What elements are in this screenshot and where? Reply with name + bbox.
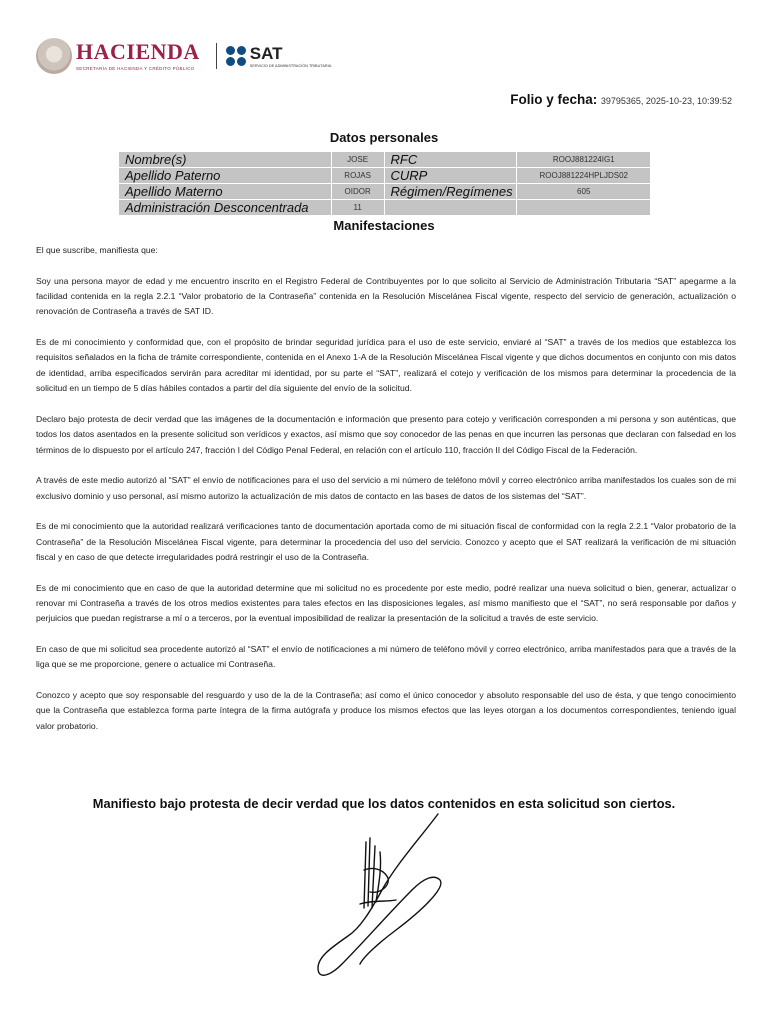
nombre-label: Nombre(s) — [119, 152, 332, 168]
folio-line — [510, 92, 732, 107]
table-row — [119, 168, 651, 184]
folio-value: 39795365, 2025-10-23, 10:39:52 — [600, 96, 732, 106]
manifestaciones-body — [36, 243, 736, 749]
apellido-paterno-value: ROJAS — [331, 168, 384, 184]
personal-data-table — [118, 151, 651, 216]
hacienda-logo-text: HACIENDA — [76, 39, 200, 64]
paragraph: Soy una persona mayor de edad y me encuentro inscrito en el Registro Federal de Contribuyentes por lo que solicito al Servicio de Administración Tributaria “SAT” apegarme a la facilidad contenida en la regla 2.2.1 “Valor probatorio de la Contraseña” contenida en la Resolución Miscelánea Fiscal vigente, respecto del servicio de generación, actualización o renovación de Contraseña a través de SAT ID. — [36, 275, 736, 317]
declaration: Manifiesto bajo protesta de decir verdad que los datos contenidos en esta solicitud son ciertos. — [92, 796, 676, 811]
regimen-label: Régimen/Regímenes — [384, 184, 517, 200]
curp-label: CURP — [384, 168, 517, 184]
hacienda-logo-subtitle: SECRETARÍA DE HACIENDA Y CRÉDITO PÚBLICO — [76, 66, 195, 71]
header — [36, 36, 331, 76]
sat-logo — [250, 45, 331, 68]
apellido-materno-label: Apellido Materno — [119, 184, 332, 200]
table-row — [119, 184, 651, 200]
coat-of-arms-icon — [36, 38, 72, 74]
apellido-paterno-label: Apellido Paterno — [119, 168, 332, 184]
paragraph: En caso de que mi solicitud sea procedente autorizó al “SAT” el envío de notificaciones a mi número de teléfono móvil y correo electrónico, arriba manifestados para que a través de la liga que se me proporcione, genere o actualice mi Contraseña. — [36, 644, 736, 670]
manifestaciones-title: Manifestaciones — [333, 218, 435, 233]
personal-data-title: Datos personales — [329, 130, 439, 145]
empty-cell — [384, 200, 517, 216]
sat-logo-icon — [226, 46, 246, 66]
sat-logo-text: SAT — [249, 43, 283, 63]
hacienda-logo — [76, 41, 200, 71]
paragraph: Declaro bajo protesta de decir verdad que las imágenes de la documentación e información que presento para cotejo y verificación corresponden a mi persona y son auténticas, que todos los datos asentados en la presente solicitud son verídicos y exactos, así mismo que soy conocedor de las penas en que incurren las personas que declaran con falsedad en los términos de lo dispuesto por el artículo 247, fracción I del Código Penal Federal, en relación con el artículo 110, fracción II del Código Fiscal de la Federación. — [36, 413, 736, 455]
empty-cell — [517, 200, 651, 216]
paragraph: Conozco y acepto que soy responsable del resguardo y uso de la de la Contraseña; así como el único conocedor y absoluto responsable del uso de ésta, y que tengo conocimiento que la Contraseña que establezca forma parte íntegra de la firma autógrafa y produce los mismos efectos que las leyes otorgan a los documentos correspondientes, teniendo igual valor probatorio. — [36, 690, 736, 731]
header-divider — [216, 43, 217, 69]
apellido-materno-value: OIDOR — [331, 184, 384, 200]
regimen-value: 605 — [517, 184, 651, 200]
paragraph: A través de este medio autorizó al “SAT” el envío de notificaciones para el uso del servicio a mi número de teléfono móvil y correo electrónico arriba manifestados los cuales son de mi exclusivo dominio y uso personal, así mismo autorizo la actualización de mis datos de contacto en las bases de datos de los sistemas del “SAT”. — [36, 475, 736, 501]
rfc-value: ROOJ881224IG1 — [517, 152, 651, 168]
rfc-label: RFC — [384, 152, 517, 168]
table-row — [119, 200, 651, 216]
curp-value: ROOJ881224HPLJDS02 — [517, 168, 651, 184]
sat-logo-subtitle: SERVICIO DE ADMINISTRACIÓN TRIBUTARIA — [249, 63, 332, 68]
intro-paragraph: El que suscribe, manifiesta que: — [36, 245, 158, 255]
signature — [300, 808, 480, 988]
table-row — [119, 152, 651, 168]
paragraph: Es de mi conocimiento que en caso de que la autoridad determine que mi solicitud no es procedente por este medio, podré realizar una nueva solicitud o bien, generar, actualizar o renovar mi Contraseña a través de los otros medios existentes para tales efectos en las disposiciones legales, así mismo manifiesto que el “SAT”, no será responsable por daños y perjuicios que puedan registrarse a mí o a terceros, por la eventual imposibilidad de realizar la presentación de la solicitud a través de este servicio. — [36, 582, 736, 624]
nombre-value: JOSE — [331, 152, 384, 168]
administracion-label: Administración Desconcentrada — [119, 200, 332, 216]
administracion-value: 11 — [331, 200, 384, 216]
folio-label: Folio y fecha: — [510, 92, 598, 107]
paragraph: Es de mi conocimiento que la autoridad realizará verificaciones tanto de documentación aportada como de mi situación fiscal de conformidad con la regla 2.2.1 “Valor probatorio de la Contraseña” de la Resolución Miscelánea Fiscal vigente, para determinar la procedencia del uso del servicio. Conozco y acepto que el SAT realizará la verificación de mi situación fiscal y en caso de que detecte irregularidades podrá restringir el uso de la Contraseña. — [36, 521, 736, 563]
paragraph: Es de mi conocimiento y conformidad que, con el propósito de brindar seguridad jurídica para el uso de este servicio, enviaré al “SAT” a través de los medios que establezca los requisitos señalados en la ficha de trámite correspondiente, contenida en el Anexo 1-A de la Resolución Miscelánea Fiscal vigente y que dichos documentos en conjunto con mis datos de identidad, arriba especificados servirán para acreditar mi identidad, por su parte el “SAT”, realizará el cotejo y verificación de los mismos para determinar la procedencia de la solicitud en un tiempo de 5 días hábiles contados a partir del día siguiente del envío de la solicitud. — [36, 337, 736, 394]
